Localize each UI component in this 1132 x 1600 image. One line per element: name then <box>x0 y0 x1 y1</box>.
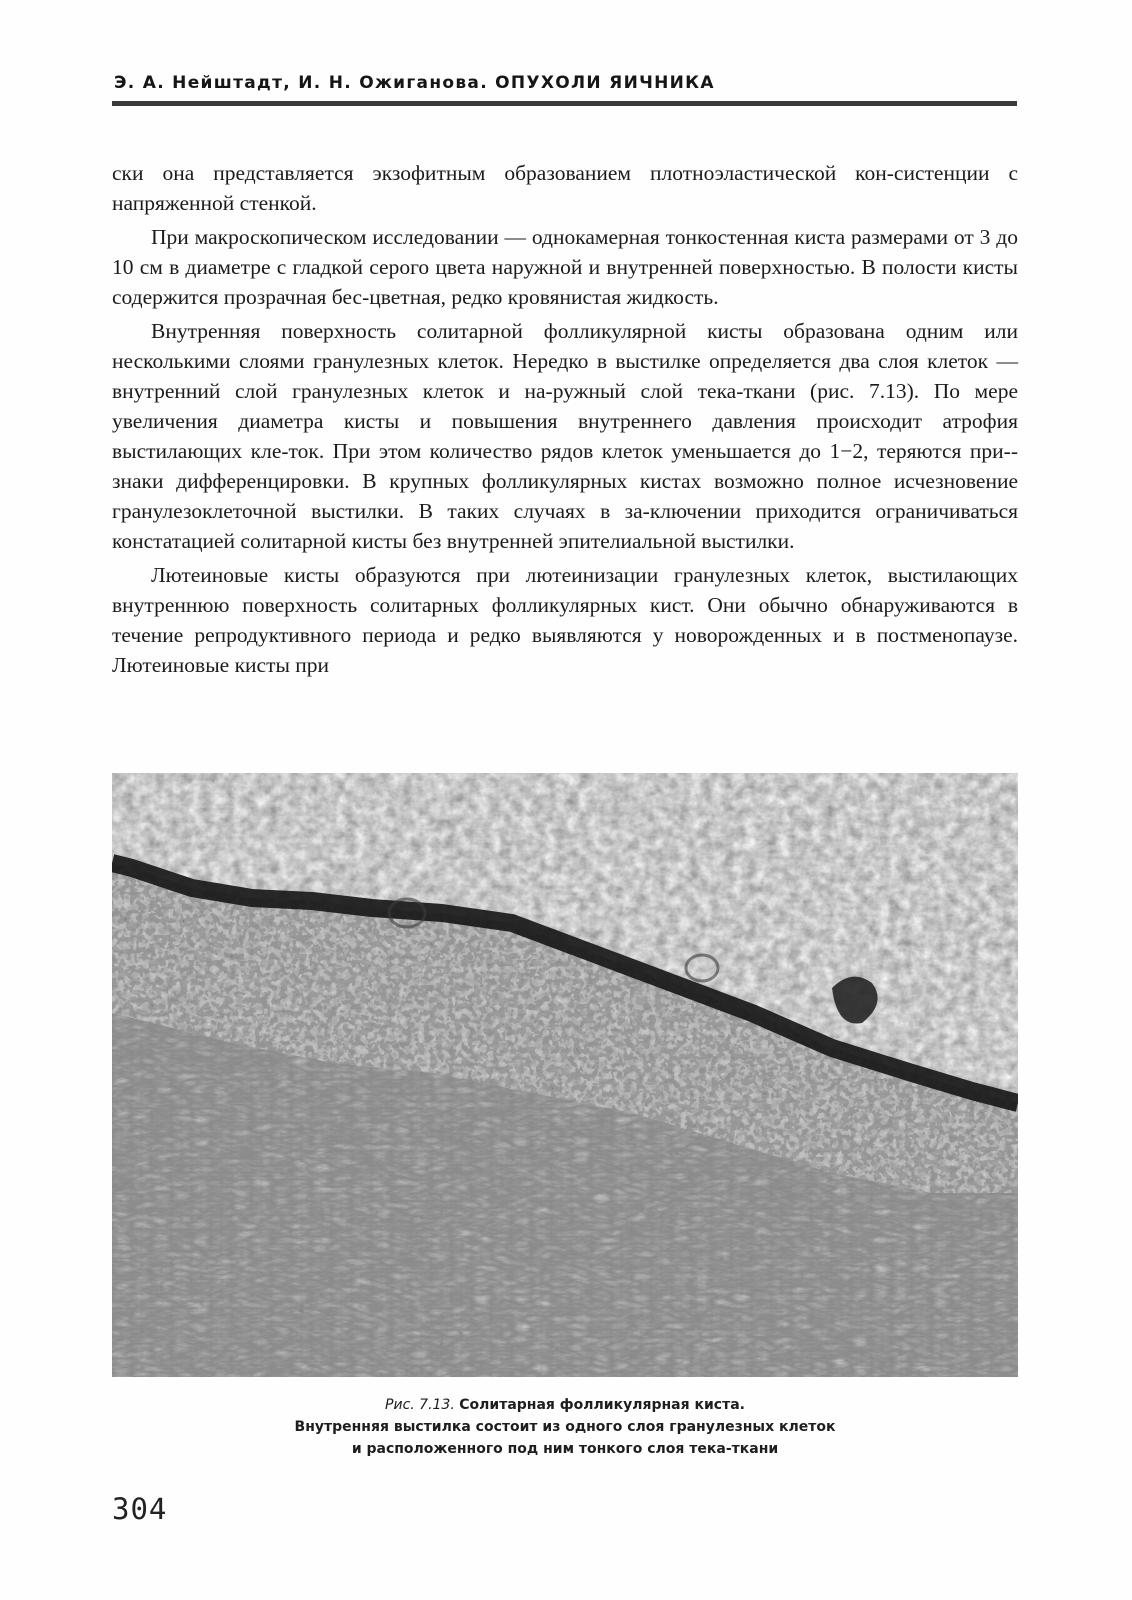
caption-line: и расположенного под ним тонкого слоя тека-ткани <box>351 1441 779 1457</box>
body-text <box>112 158 1018 684</box>
running-head: Э. А. Нейштадт, И. Н. Ожиганова. ОПУХОЛИ ЯИЧНИКА <box>114 73 715 93</box>
paragraph: ски она представляется экзофитным образованием плотноэластической кон-систенции с напряженной стенкой. <box>112 161 1018 215</box>
page-number: 304 <box>112 1492 168 1526</box>
figure-label: Рис. 7.13. <box>385 1397 455 1413</box>
histology-micrograph <box>112 773 1018 1377</box>
paragraph: Лютеиновые кисты образуются при лютеинизации гранулезных клеток, выстилающих внутреннюю поверхность солитарных фолликулярных кист. Они обычно обнаруживаются в течение репродуктивного периода и редко выявляются у новорожденных и в постменопаузе. Лютеиновые кисты при <box>112 563 1018 677</box>
paragraph: При макроскопическом исследовании — однокамерная тонкостенная киста размерами от 3 до 10 см в диаметре с гладкой серого цвета наружной и внутренней поверхностью. В полости кисты содержится прозрачная бес-цветная, редко кровянистая жидкость. <box>112 225 1018 309</box>
paragraph: Внутренняя поверхность солитарной фолликулярной кисты образована одним или несколькими слоями гранулезных клеток. Нередко в выстилке определяется два слоя клеток — внутренний слой гранулезных клеток и на-ружный слой тека-ткани (рис. 7.13). По мере увеличения диаметра кисты и повышения внутреннего давления происходит атрофия выстилающих кле-ток. При этом количество рядов клеток уменьшается до 1−2, теряются при-знаки дифференцировки. В крупных фолликулярных кистах возможно полное исчезновение гранулезоклеточной выстилки. В таких случаях в за-ключении приходится ограничиваться констатацией солитарной кисты без внутренней эпителиальной выстилки. <box>112 319 1018 553</box>
figure-caption <box>112 1394 1018 1460</box>
header-rule <box>112 101 1017 106</box>
figure-title: Солитарная фолликулярная киста. <box>459 1397 745 1413</box>
caption-line: Внутренняя выстилка состоит из одного слоя гранулезных клеток <box>294 1419 836 1435</box>
